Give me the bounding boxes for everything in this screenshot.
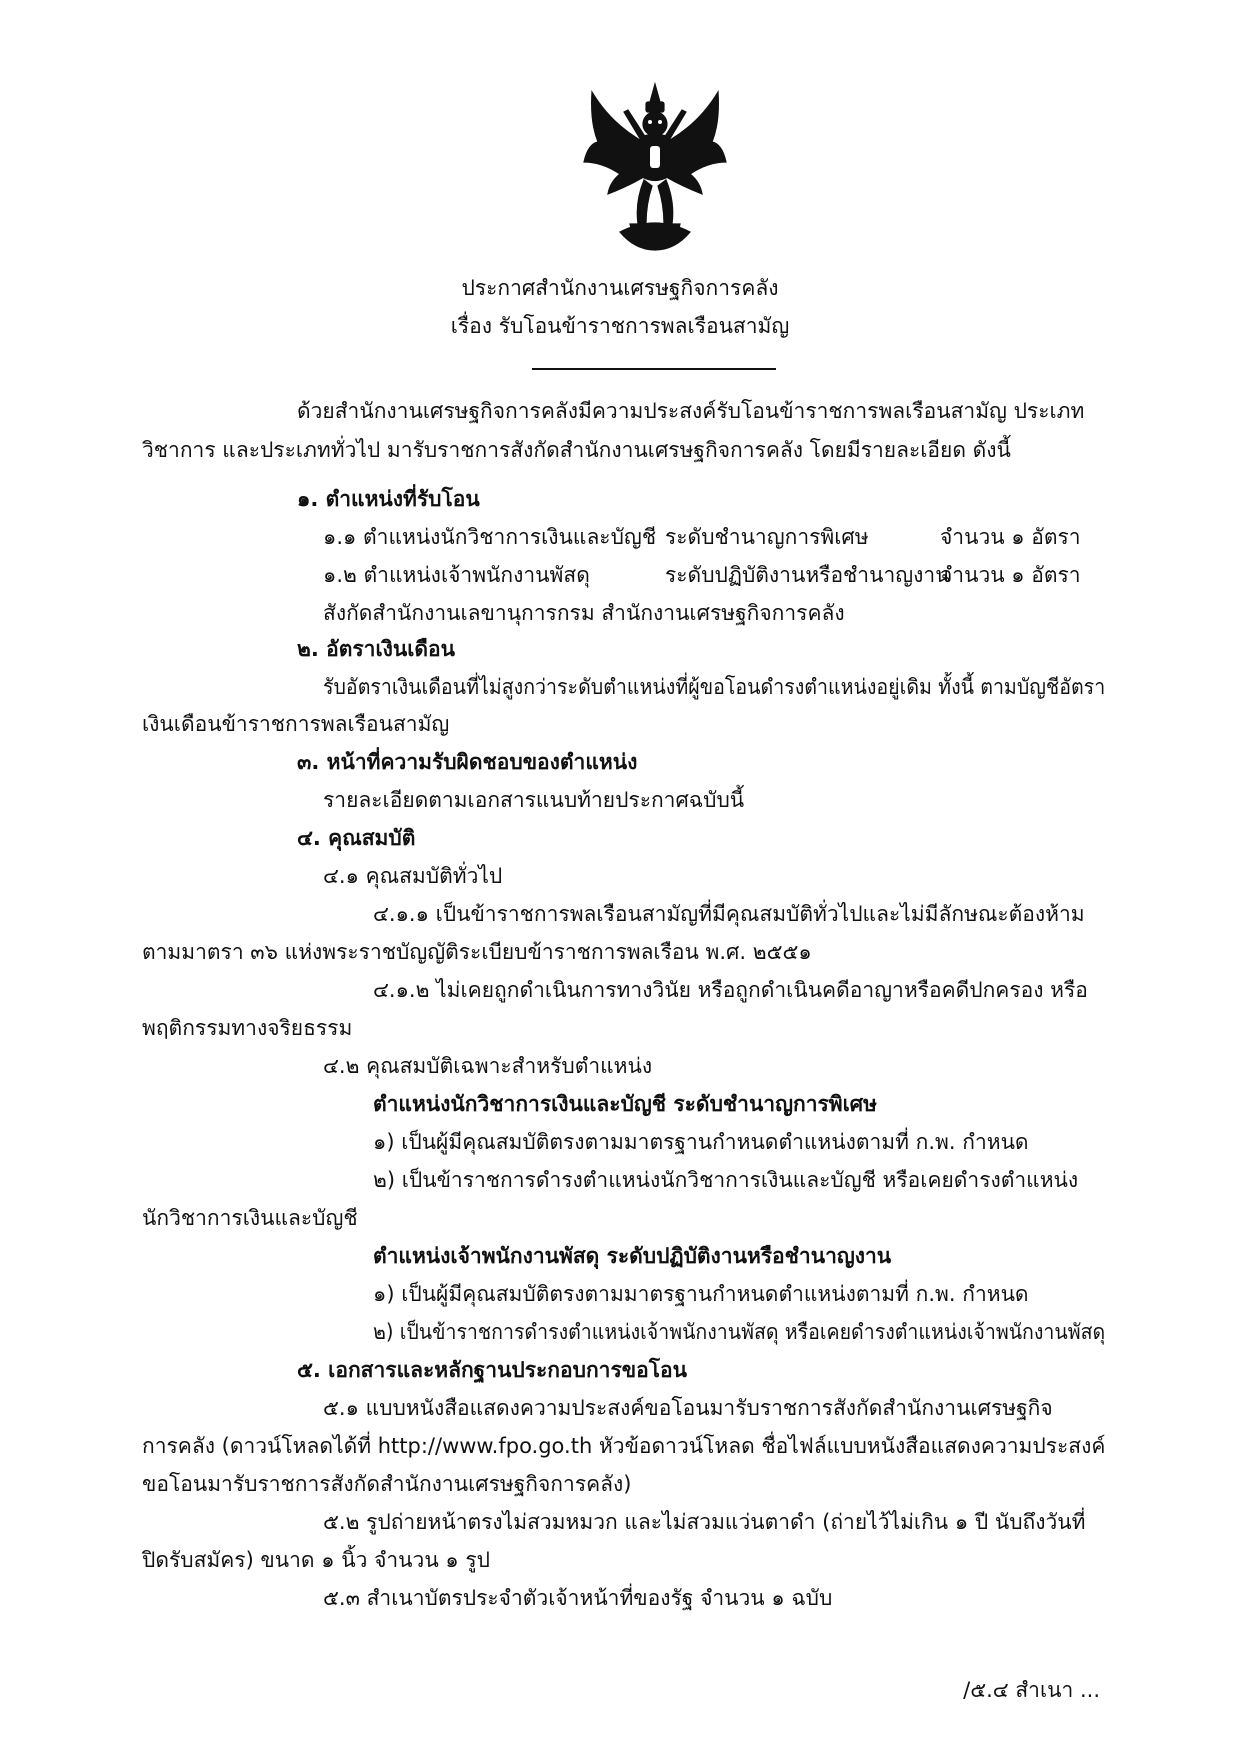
specific-qualifications-heading: ๔.๒ คุณสมบัติเฉพาะสำหรับตำแหน่ง	[323, 1054, 653, 1078]
announcement-title: ประกาศสำนักงานเศรษฐกิจการคลัง	[461, 276, 779, 300]
position-1-level: ระดับชำนาญการพิเศษ	[665, 525, 869, 549]
affiliation: สังกัดสำนักงานเลขานุการกรม สำนักงานเศรษฐกิจการคลัง	[323, 601, 845, 625]
document-5-1-line-3: ขอโอนมารับราชการสังกัดสำนักงานเศรษฐกิจการคลัง)	[142, 1472, 632, 1496]
intro-line-1: ด้วยสำนักงานเศรษฐกิจการคลังมีความประสงค์รับโอนข้าราชการพลเรือนสามัญ ประเภท	[297, 399, 1085, 423]
section-1-heading: ๑. ตำแหน่งที่รับโอน	[297, 487, 480, 511]
section-5-heading: ๕. เอกสารและหลักฐานประกอบการขอโอน	[297, 1358, 687, 1382]
section-4-heading: ๔. คุณสมบัติ	[297, 826, 416, 850]
position-a-item-2-line-2: นักวิชาการเงินและบัญชี	[142, 1206, 358, 1230]
position-a-heading: ตำแหน่งนักวิชาการเงินและบัญชี ระดับชำนาญการพิเศษ	[373, 1092, 877, 1116]
section-2-heading: ๒. อัตราเงินเดือน	[297, 637, 456, 661]
position-2-count: จำนวน ๑ อัตรา	[940, 563, 1081, 587]
position-1-count: จำนวน ๑ อัตรา	[940, 525, 1081, 549]
title-divider	[532, 368, 776, 370]
position-b-item-2: ๒) เป็นข้าราชการดำรงตำแหน่งเจ้าพนักงานพัสดุ หรือเคยดำรงตำแหน่งเจ้าพนักงานพัสดุ	[373, 1320, 1106, 1344]
intro-line-2: วิชาการ และประเภททั่วไป มารับราชการสังกัดสำนักงานเศรษฐกิจการคลัง โดยมีรายละเอียด ดังนี้	[142, 438, 1011, 462]
position-b-heading: ตำแหน่งเจ้าพนักงานพัสดุ ระดับปฏิบัติงานหรือชำนาญงาน	[373, 1244, 892, 1268]
position-2-title: ๑.๒ ตำแหน่งเจ้าพนักงานพัสดุ	[323, 563, 590, 587]
qualification-4-1-1-line-1: ๔.๑.๑ เป็นข้าราชการพลเรือนสามัญที่มีคุณสมบัติทั่วไปและไม่มีลักษณะต้องห้าม	[373, 902, 1085, 926]
qualification-4-1-2-line-2: พฤติกรรมทางจริยธรรม	[142, 1016, 353, 1040]
qualification-4-1-2-line-1: ๔.๑.๒ ไม่เคยถูกดำเนินการทางวินัย หรือถูกดำเนินคดีอาญาหรือคดีปกครอง หรือ	[373, 978, 1088, 1002]
general-qualifications-heading: ๔.๑ คุณสมบัติทั่วไป	[323, 864, 503, 888]
position-b-item-1: ๑) เป็นผู้มีคุณสมบัติตรงตามมาตรฐานกำหนดตำแหน่งตามที่ ก.พ. กำหนด	[373, 1282, 1029, 1306]
salary-line-2: เงินเดือนข้าราชการพลเรือนสามัญ	[142, 712, 450, 736]
document-5-1-line-1: ๕.๑ แบบหนังสือแสดงความประสงค์ขอโอนมารับราชการสังกัดสำนักงานเศรษฐกิจ	[323, 1396, 1053, 1420]
page-continuation: /๕.๔ สำเนา ...	[963, 1678, 1100, 1702]
section-3-heading: ๓. หน้าที่ความรับผิดชอบของตำแหน่ง	[297, 750, 638, 774]
garuda-emblem	[580, 82, 730, 252]
announcement-subject: เรื่อง รับโอนข้าราชการพลเรือนสามัญ	[450, 314, 790, 338]
document-5-3: ๕.๓ สำเนาบัตรประจำตัวเจ้าหน้าที่ของรัฐ จำนวน ๑ ฉบับ	[323, 1586, 833, 1610]
qualification-4-1-1-line-2: ตามมาตรา ๓๖ แห่งพระราชบัญญัติระเบียบข้าราชการพลเรือน พ.ศ. ๒๕๕๑	[142, 940, 812, 964]
position-1-title: ๑.๑ ตำแหน่งนักวิชาการเงินและบัญชี	[323, 525, 657, 549]
document-5-1-line-2: การคลัง (ดาวน์โหลดได้ที่ http://www.fpo.go.th หัวข้อดาวน์โหลด ชื่อไฟล์แบบหนังสือแสดงความประสงค์	[142, 1434, 1106, 1458]
salary-line-1: รับอัตราเงินเดือนที่ไม่สูงกว่าระดับตำแหน่งที่ผู้ขอโอนดำรงตำแหน่งอยู่เดิม ทั้งนี้ ตามบัญชีอัตรา	[323, 675, 1106, 699]
duties-line: รายละเอียดตามเอกสารแนบท้ายประกาศฉบับนี้	[323, 788, 745, 812]
document-5-2-line-2: ปิดรับสมัคร) ขนาด ๑ นิ้ว จำนวน ๑ รูป	[142, 1548, 490, 1572]
position-a-item-2-line-1: ๒) เป็นข้าราชการดำรงตำแหน่งนักวิชาการเงินและบัญชี หรือเคยดำรงตำแหน่ง	[373, 1168, 1079, 1192]
position-a-item-1: ๑) เป็นผู้มีคุณสมบัติตรงตามมาตรฐานกำหนดตำแหน่งตามที่ ก.พ. กำหนด	[373, 1130, 1029, 1154]
position-2-level: ระดับปฏิบัติงานหรือชำนาญงาน	[665, 563, 950, 587]
document-5-2-line-1: ๕.๒ รูปถ่ายหน้าตรงไม่สวมหมวก และไม่สวมแว่นตาดำ (ถ่ายไว้ไม่เกิน ๑ ปี นับถึงวันที่	[323, 1510, 1086, 1534]
